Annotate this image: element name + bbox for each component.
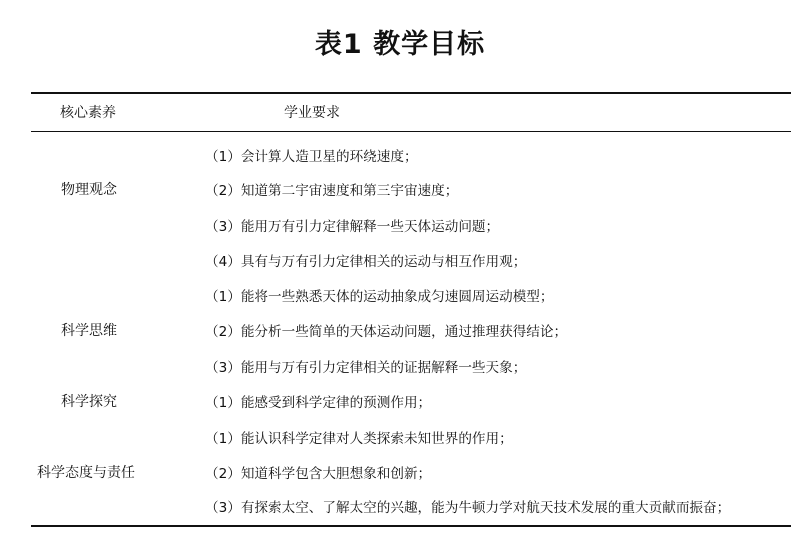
requirement-item: （1）会计算人造卫星的环绕速度； bbox=[205, 149, 418, 165]
requirement-item: （1）能感受到科学定律的预测作用； bbox=[205, 395, 432, 411]
category-scientific-attitude-responsibility: 科学态度与责任 bbox=[37, 465, 135, 481]
requirement-item: （3）能用万有引力定律解释一些天体运动问题； bbox=[205, 219, 500, 235]
requirement-item: （4）具有与万有引力定律相关的运动与相互作用观； bbox=[205, 254, 527, 270]
table-header-rule bbox=[31, 131, 791, 132]
category-scientific-thinking: 科学思维 bbox=[61, 323, 117, 339]
header-academic-requirements: 学业要求 bbox=[284, 105, 340, 121]
requirement-item: （3）能用与万有引力定律相关的证据解释一些天象； bbox=[205, 360, 527, 376]
requirement-item: （2）知道科学包含大胆想象和创新； bbox=[205, 466, 432, 482]
requirement-item: （1）能认识科学定律对人类探索未知世界的作用； bbox=[205, 431, 513, 447]
table-bottom-rule bbox=[31, 525, 791, 527]
table-top-rule bbox=[31, 92, 791, 94]
requirement-item: （2）能分析一些简单的天体运动问题，通过推理获得结论； bbox=[205, 324, 568, 340]
requirement-item: （2）知道第二宇宙速度和第三宇宙速度； bbox=[205, 183, 459, 199]
table-title: 表1 教学目标 bbox=[314, 29, 486, 60]
category-scientific-inquiry: 科学探究 bbox=[61, 394, 117, 410]
header-core-literacy: 核心素养 bbox=[60, 105, 116, 121]
category-physics-concept: 物理观念 bbox=[61, 182, 117, 198]
requirement-item: （1）能将一些熟悉天体的运动抽象成匀速圆周运动模型； bbox=[205, 289, 554, 305]
requirement-item: （3）有探索太空、了解太空的兴趣，能为牛顿力学对航天技术发展的重大贡献而振奋； bbox=[205, 500, 731, 516]
